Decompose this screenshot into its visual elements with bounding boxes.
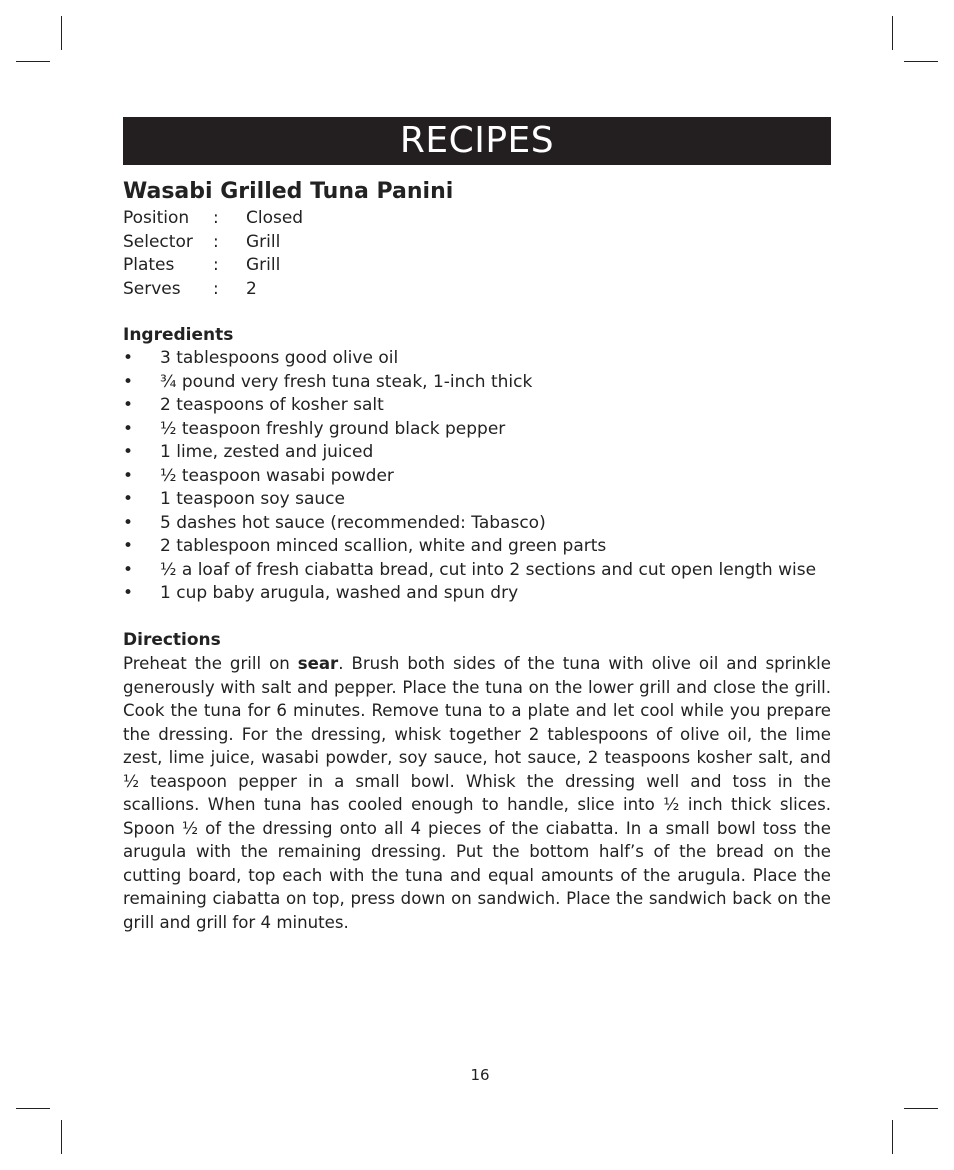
crop-mark-bottom-right-v: [892, 1120, 893, 1154]
spec-value: Closed: [246, 208, 304, 228]
spec-separator: :: [213, 231, 219, 252]
ingredient-text: ½ teaspoon wasabi powder: [160, 465, 394, 486]
ingredient-text: 1 cup baby arugula, washed and spun dry: [160, 583, 519, 603]
spec-label: Position: [123, 208, 190, 228]
bullet: •: [123, 536, 134, 556]
spec-value: Grill: [246, 255, 281, 275]
spec-row-selector: [123, 231, 423, 255]
ingredient-text: ½ a loaf of fresh ciabatta bread, cut into 2 sections and cut open length wise: [160, 559, 817, 580]
section-banner: RECIPES: [123, 117, 831, 165]
crop-mark-top-left-h: [16, 61, 50, 62]
list-item: [123, 488, 831, 512]
list-item: [123, 512, 831, 536]
crop-mark-bottom-right-h: [904, 1108, 938, 1109]
bullet: •: [123, 395, 134, 415]
ingredient-text: 2 teaspoons of kosher salt: [160, 395, 384, 415]
ingredients-heading: Ingredients: [123, 325, 234, 345]
crop-mark-bottom-left-h: [16, 1108, 50, 1109]
list-item: [123, 347, 831, 371]
list-item: [123, 559, 831, 583]
ingredient-text: 2 tablespoon minced scallion, white and green parts: [160, 536, 607, 556]
bullet: •: [123, 489, 134, 509]
list-item: [123, 465, 831, 489]
recipe-specs: [123, 207, 423, 301]
crop-mark-top-right-v: [892, 16, 893, 50]
spec-row-serves: [123, 278, 423, 302]
list-item: [123, 441, 831, 465]
bullet: •: [123, 418, 134, 439]
directions-text: [123, 652, 831, 934]
ingredient-text: 5 dashes hot sauce (recommended: Tabasco): [160, 512, 546, 533]
directions-text-start: Preheat the grill on: [123, 654, 298, 673]
directions-heading: Directions: [123, 630, 221, 650]
list-item: [123, 535, 831, 559]
bullet: •: [123, 348, 134, 368]
crop-mark-top-right-h: [904, 61, 938, 62]
crop-mark-top-left-v: [61, 16, 62, 50]
bullet: •: [123, 371, 134, 392]
ingredient-text: 1 teaspoon soy sauce: [160, 489, 345, 509]
spec-row-plates: [123, 254, 423, 278]
spec-label: Selector: [123, 231, 193, 252]
crop-mark-bottom-left-v: [61, 1120, 62, 1154]
list-item: [123, 582, 831, 606]
ingredient-text: 3 tablespoons good olive oil: [160, 348, 399, 368]
page-number: 16: [470, 1066, 490, 1084]
spec-value: 2: [246, 278, 257, 299]
list-item: [123, 418, 831, 442]
spec-separator: :: [213, 278, 219, 299]
recipe-title: Wasabi Grilled Tuna Panini: [123, 179, 454, 204]
spec-label: Serves: [123, 278, 181, 299]
list-item: [123, 394, 831, 418]
spec-row-position: [123, 207, 423, 231]
ingredients-list: [123, 347, 831, 606]
spec-value: Grill: [246, 231, 281, 252]
bullet: •: [123, 583, 134, 603]
list-item: [123, 371, 831, 395]
spec-label: Plates: [123, 255, 175, 275]
spec-separator: :: [213, 255, 219, 275]
bullet: •: [123, 465, 134, 486]
directions-text-rest: . Brush both sides of the tuna with olive oil and sprinkle generously with salt and pepper. Place the tuna on the lower grill and close the grill. Cook the tuna for 6 minutes. Remove tuna to a plate and let cool while you prepare the dressing. For the dressing, whisk together 2 tablespoons of olive oil, the lime zest, lime juice, wasabi powder, soy sauce, hot sauce, 2 teaspoons kosher salt, and ½ teaspoon pepper in a small bowl. Whisk the dressing well and toss in the scallions. When tuna has cooled enough to handle, slice into ½ inch thick slices. Spoon ½ of the dressing onto all 4 pieces of the ciabatta. In a small bowl toss the arugula with the remaining dressing. Put the bottom half’s of the bread on the cutting board, top each with the tuna and equal amounts of the arugula. Place the remaining ciabatta on top, press down on sandwich. Place the sandwich back on the grill and grill for 4 minutes.: [123, 654, 831, 932]
spec-separator: :: [213, 208, 219, 228]
ingredient-text: 1 lime, zested and juiced: [160, 442, 374, 462]
ingredient-text: ¾ pound very fresh tuna steak, 1-inch thick: [160, 371, 533, 392]
bullet: •: [123, 512, 134, 533]
bullet: •: [123, 442, 134, 462]
directions-bold-term: sear: [297, 654, 339, 673]
bullet: •: [123, 559, 134, 580]
ingredient-text: ½ teaspoon freshly ground black pepper: [160, 418, 506, 439]
